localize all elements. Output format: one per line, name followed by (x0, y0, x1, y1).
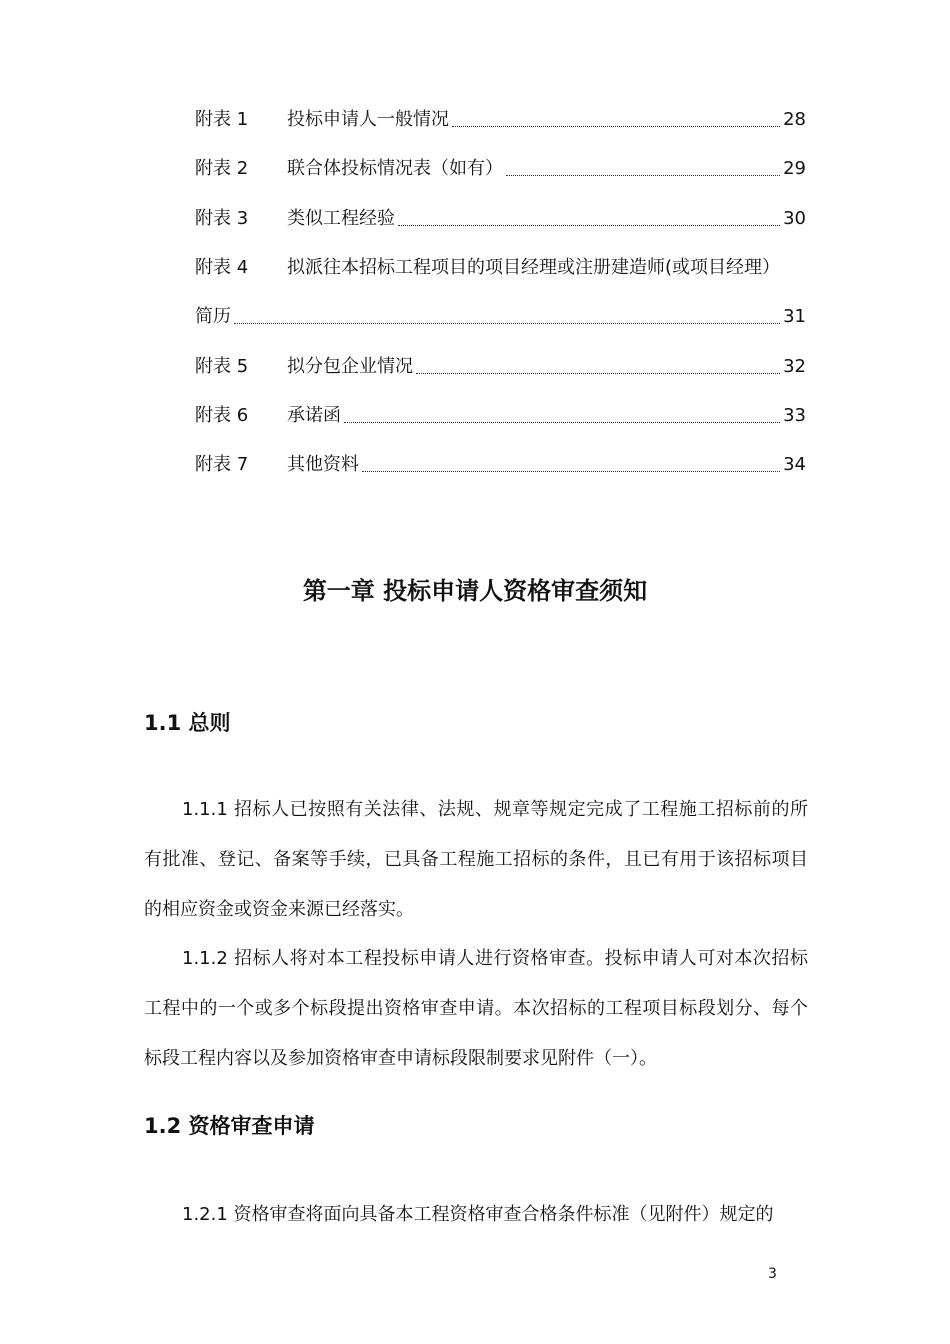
toc-entry-title: 承诺函 (287, 405, 341, 426)
toc-entry-page: 30 (783, 208, 806, 229)
toc-entry-label: 附表 1 (195, 109, 249, 130)
toc-entry-label: 附表 3 (195, 208, 249, 229)
toc-leader-dots (452, 126, 780, 127)
toc-entry[interactable] (195, 254, 806, 282)
toc-entry-page: 28 (783, 109, 806, 130)
section-heading: 1.2 资格审查申请 (144, 1114, 315, 1138)
toc-entry[interactable] (195, 451, 806, 479)
toc-entry-title-continuation: 简历 (195, 306, 231, 327)
paragraph: 1.1.2 招标人将对本工程投标申请人进行资格审查。投标申请人可对本次招标工程中的一个或多个标段提出资格审查申请。本次招标的工程项目标段划分、每个标段工程内容以及参加资格审查申请标段限制要求见附件（一）。 (144, 948, 808, 1069)
toc-leader-dots (398, 225, 780, 226)
toc-entry-title: 联合体投标情况表（如有） (287, 158, 503, 179)
toc-entry-page: 33 (783, 405, 806, 426)
toc-entry-title: 投标申请人一般情况 (287, 109, 449, 130)
toc-leader-dots (416, 373, 780, 374)
toc-leader-dots (234, 323, 780, 324)
toc-leader-dots (506, 175, 780, 176)
toc-entry-continuation[interactable] (195, 303, 806, 331)
toc-entry[interactable] (195, 155, 806, 183)
toc-entry-label: 附表 7 (195, 454, 249, 475)
toc-entry-label: 附表 5 (195, 356, 249, 377)
section-heading: 1.1 总则 (144, 711, 231, 735)
toc-entry-page: 31 (783, 306, 806, 327)
paragraph: 1.1.1 招标人已按照有关法律、法规、规章等规定完成了工程施工招标前的所有批准、登记、备案等手续，已具备工程施工招标的条件，且已有用于该招标项目的相应资金或资金来源已经落实。 (144, 799, 808, 920)
toc-entry-label: 附表 6 (195, 405, 249, 426)
paragraph: 1.2.1 资格审查将面向具备本工程资格审查合格条件标准（见附件）规定的 (182, 1204, 774, 1225)
toc-entry-label: 附表 4 (195, 257, 249, 278)
page-number: 3 (768, 1266, 777, 1282)
toc-entry-label: 附表 2 (195, 158, 249, 179)
chapter-title: 第一章 投标申请人资格审查须知 (302, 577, 648, 605)
toc-entry-title: 其他资料 (287, 454, 359, 475)
toc-entry-title: 拟分包企业情况 (287, 356, 413, 377)
toc-entry-title: 类似工程经验 (287, 208, 395, 229)
toc-leader-dots (344, 422, 780, 423)
toc-entry-page: 32 (783, 356, 806, 377)
toc-entry[interactable] (195, 402, 806, 430)
toc-entry-title: 拟派往本招标工程项目的项目经理或注册建造师(或项目经理） (287, 257, 781, 278)
toc-entry[interactable] (195, 205, 806, 233)
toc-entry-page: 29 (783, 158, 806, 179)
toc-entry[interactable] (195, 353, 806, 381)
toc-entry-page: 34 (783, 454, 806, 475)
toc-entry[interactable] (195, 106, 806, 134)
toc-leader-dots (362, 471, 780, 472)
